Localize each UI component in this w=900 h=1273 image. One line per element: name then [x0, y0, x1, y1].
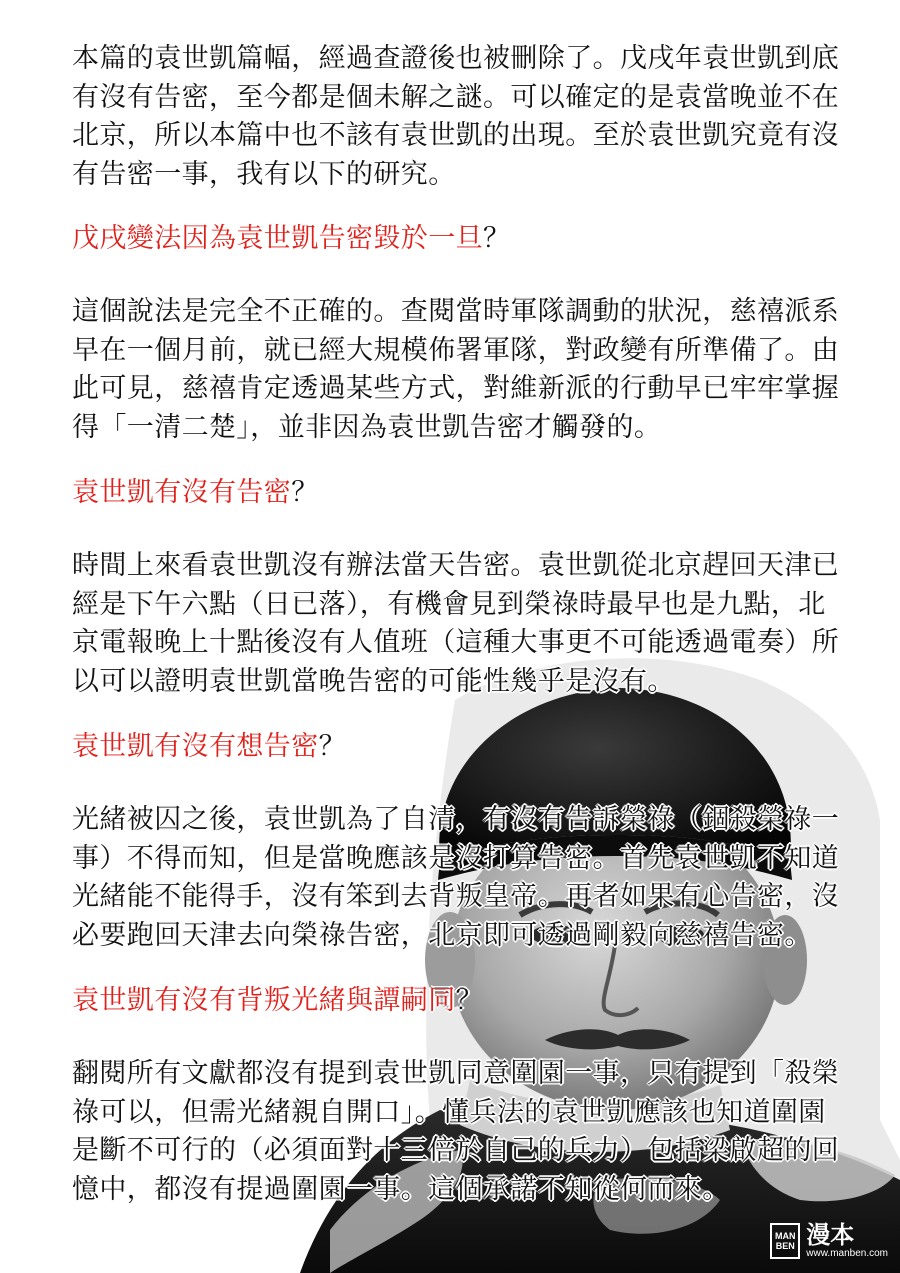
section-body-2: 時間上來看袁世凱沒有辦法當天告密。袁世凱從北京趕回天津已經是下午六點（日已落），有機會見到榮祿時最早也是九點，北京電報晚上十點後沒有人值班（這種大事更不可能透過電奏）所以可以證明袁世凱當晚告密的可能性幾乎是沒有。 — [72, 550, 840, 697]
section-heading-1: 戊戌變法因為袁世凱告密毀於一旦？ — [72, 223, 511, 254]
intro-paragraph: 本篇的袁世凱篇幅，經過查證後也被刪除了。戊戌年袁世凱到底有沒有告密，至今都是個未解之謎。可以確定的是袁當晚並不在北京，所以本篇中也不該有袁世凱的出現。至於袁世凱究竟有沒有告密一事，我有以下的研究。 — [72, 43, 840, 190]
section-body-4: 翻閱所有文獻都沒有提到袁世凱同意圍園一事，只有提到「殺榮祿可以，但需光緒親自開口」。懂兵法的袁世凱應該也知道圍園是斷不可行的（必須面對十三倍於自己的兵力）包括梁啟超的回憶中，都沒有提過圍園一事。這個承諾不知從何而來。 — [72, 1058, 840, 1205]
section-body-1: 這個說法是完全不正確的。查閱當時軍隊調動的狀況，慈禧派系早在一個月前，就已經大規模佈署軍隊，對政變有所準備了。由此可見，慈禧肯定透過某些方式，對維新派的行動早已牢牢掌握得「一清二楚」，並非因為袁世凱告密才觸發的。 — [72, 296, 840, 443]
section-body-3: 光緒被囚之後，袁世凱為了自清，有沒有告訴榮祿（錮殺榮祿一事）不得而知，但是當晚應該是沒打算告密。首先袁世凱不知道光緒能不能得手，沒有笨到去背叛皇帝。再者如果有心告密，沒必要跑回天津去向榮祿告密，北京即可透過剛毅向慈禧告密。 — [72, 804, 840, 951]
watermark-url: www.manben.com — [806, 1248, 888, 1259]
section-heading-2: 袁世凱有沒有告密？ — [72, 477, 319, 508]
section-heading-3: 袁世凱有沒有想告密？ — [72, 731, 347, 762]
section-heading-4: 袁世凱有沒有背叛光緒與譚嗣同？ — [72, 985, 484, 1016]
watermark-name: 漫本 — [806, 1221, 855, 1249]
manben-watermark — [770, 1222, 888, 1259]
manben-logo-icon: MAN BEN — [770, 1223, 800, 1259]
